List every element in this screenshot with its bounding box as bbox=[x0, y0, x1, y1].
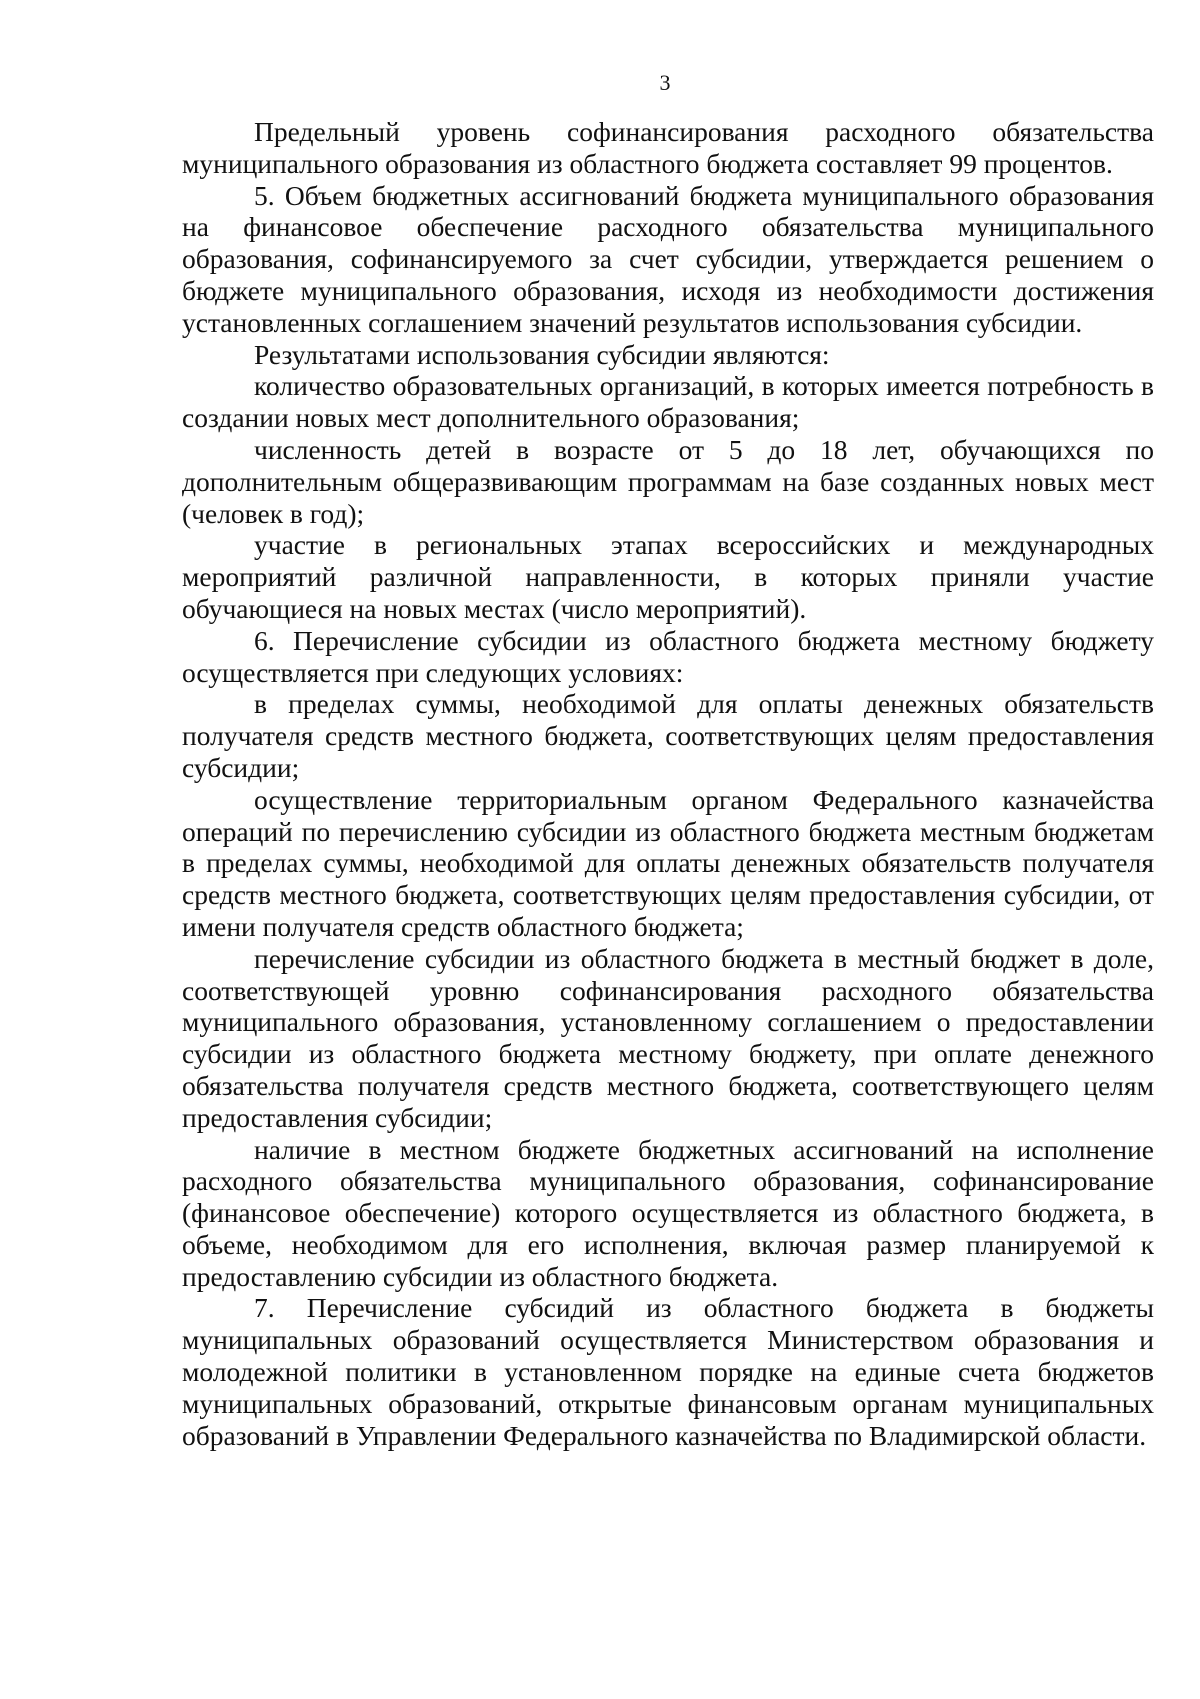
paragraph-cofinancing-level: Предельный уровень софинансирования расходного обязательства муниципального образования из областного бюджета составляет 99 процентов. bbox=[182, 116, 1154, 179]
paragraph-item-6: 6. Перечисление субсидии из областного бюджета местному бюджету осуществляется при следующих условиях: bbox=[182, 624, 1154, 688]
paragraph-item-7: 7. Перечисление субсидий из областного бюджета в бюджеты муниципальных образований осуществляется Министерством образования и молодежной политики в установленном порядке на единые счета бюджетов муниципальных образований, открытые финансовым органам муниципальных образований в Управлении Федерального казначейства по Владимирской области. bbox=[182, 1292, 1154, 1451]
paragraph-result-events: участие в региональных этапах всероссийских и международных мероприятий различной направленности, в которых приняли участие обучающиеся на новых местах (число мероприятий). bbox=[182, 529, 1154, 624]
paragraph-results-intro: Результатами использования субсидии являются: bbox=[254, 338, 830, 370]
paragraph-condition-treasury: осуществление территориальным органом Федерального казначейства операций по перечислению субсидии из областного бюджета местным бюджетам в пределах суммы, необходимой для оплаты денежных обязательств получателя средств местного бюджета, соответствующих целям предоставления субсидии, от имени получателя средств областного бюджета; bbox=[182, 783, 1154, 942]
paragraph-condition-allocations: наличие в местном бюджете бюджетных ассигнований на исполнение расходного обязательства муниципального образования, софинансирование (финансовое обеспечение) которого осуществляется из областного бюджета, в объеме, необходимом для его исполнения, включая размер планируемой к предоставлению субсидии из областного бюджета. bbox=[182, 1133, 1154, 1292]
paragraph-result-organizations: количество образовательных организаций, в которых имеется потребность в создании новых мест дополнительного образования; bbox=[182, 370, 1154, 434]
paragraph-condition-limits: в пределах суммы, необходимой для оплаты денежных обязательств получателя средств местного бюджета, соответствующих целям предоставления субсидии; bbox=[182, 688, 1154, 783]
paragraph-item-5: 5. Объем бюджетных ассигнований бюджета муниципального образования на финансовое обеспечение расходного обязательства муниципального образования, софинансируемого за счет субсидии, утверждается решением о бюджете муниципального образования, исходя из необходимости достижения установленных соглашением значений результатов использования субсидии. bbox=[182, 179, 1154, 338]
paragraph-condition-share: перечисление субсидии из областного бюджета в местный бюджет в доле, соответствующей уровню софинансирования расходного обязательства муниципального образования, установленному соглашением о предоставлении субсидии из областного бюджета местному бюджету, при оплате денежного обязательства получателя средств местного бюджета, соответствующего целям предоставления субсидии; bbox=[182, 942, 1154, 1133]
page-number: 3 bbox=[659, 70, 671, 95]
document-body bbox=[182, 116, 1154, 1451]
paragraph-result-children: численность детей в возрасте от 5 до 18 лет, обучающихся по дополнительным общеразвивающим программам на базе созданных новых мест (человек в год); bbox=[182, 433, 1154, 529]
